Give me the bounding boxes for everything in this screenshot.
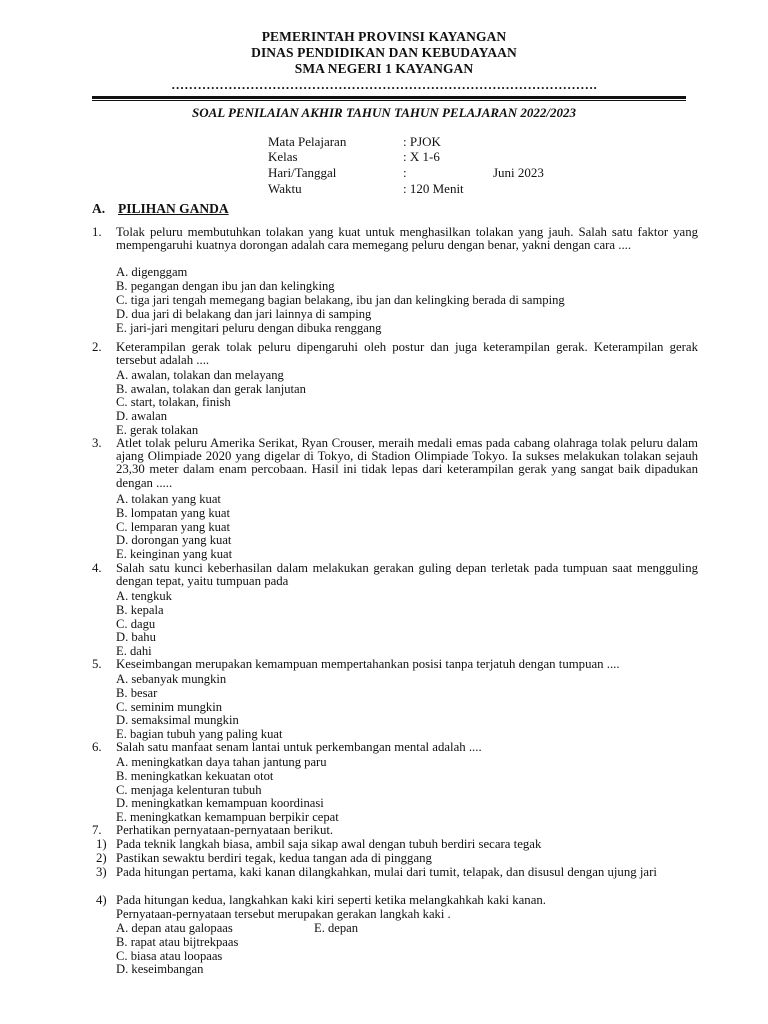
header-school: SMA NEGERI 1 KAYANGAN bbox=[294, 61, 474, 76]
option-a: A. meningkatkan daya tahan jantung paru bbox=[116, 755, 327, 769]
option-a: A. digenggam bbox=[116, 265, 188, 279]
statement-text: Pada hitungan kedua, langkahkan kaki kiri seperti ketika melangkahkah kaki kanan. bbox=[116, 893, 546, 907]
question-text: Perhatikan pernyataan-pernyataan berikut. bbox=[116, 823, 334, 837]
header-rule-thick bbox=[92, 96, 686, 99]
question-text: Salah satu manfaat senam lantai untuk perkembangan mental adalah .... bbox=[116, 740, 482, 754]
question-number: 1. bbox=[92, 225, 102, 239]
option-d: D. meningkatkan kemampuan koordinasi bbox=[116, 796, 324, 810]
info-value: : 120 Menit bbox=[403, 181, 464, 196]
section-title: PILIHAN GANDA bbox=[118, 201, 229, 216]
info-key: Kelas bbox=[268, 149, 298, 164]
question-text: Tolak peluru membutuhkan tolakan yang kuat untuk menghasilkan tolakan yang jauh. Salah satu faktor yang mempengaruhi kuatnya dorongan adalah cara memegang peluru dengan benar, yakni dengan cara .... bbox=[116, 225, 698, 253]
statement-text: Pada hitungan pertama, kaki kanan dilangkahkan, mulai dari tumit, telapak, dan disusul dengan ujung jari bbox=[116, 865, 657, 879]
header-province: PEMERINTAH PROVINSI KAYANGAN bbox=[261, 29, 507, 44]
option-c: C. start, tolakan, finish bbox=[116, 395, 231, 409]
question-text: Salah satu kunci keberhasilan dalam melakukan gerakan guling depan terletak pada tumpuan saat mengguling dengan tepat, yaitu tumpuan pada bbox=[116, 561, 698, 589]
question-text: Atlet tolak peluru Amerika Serikat, Ryan Crouser, meraih medali emas pada cabang olahraga tolak peluru dalam ajang Olimpiade 2020 yang digelar di Tokyo, di Stadion Olimpiade Tokyo. Ia sukses melakukan tolakan sejauh 23,30 meter dalam enam percobaan. Hasil ini tidak lepas dari keterampilan gerak yang sangat baik dipadukan dengan ..... bbox=[116, 436, 698, 490]
option-d: D. dua jari di belakang dan jari lainnya di samping bbox=[116, 307, 372, 321]
option-d: D. bahu bbox=[116, 630, 156, 644]
info-key: Waktu bbox=[268, 181, 302, 196]
option-b: B. rapat atau bijtrekpaas bbox=[116, 935, 239, 949]
statement-number: 3) bbox=[96, 865, 107, 879]
question-number: 7. bbox=[92, 823, 102, 837]
option-c: C. seminim mungkin bbox=[116, 700, 223, 714]
info-key: Mata Pelajaran bbox=[268, 134, 347, 149]
statement-number: 1) bbox=[96, 837, 107, 851]
option-c: C. biasa atau loopaas bbox=[116, 949, 223, 963]
option-e: E. gerak tolakan bbox=[116, 423, 199, 437]
info-value: : bbox=[403, 165, 407, 180]
option-b: B. besar bbox=[116, 686, 158, 700]
header-department: DINAS PENDIDIKAN DAN KEBUDAYAAN bbox=[251, 45, 517, 60]
option-d: D. dorongan yang kuat bbox=[116, 533, 232, 547]
question-number: 6. bbox=[92, 740, 102, 754]
info-key: Hari/Tanggal bbox=[268, 165, 337, 180]
option-c: C. lemparan yang kuat bbox=[116, 520, 231, 534]
statement-number: 4) bbox=[96, 893, 107, 907]
header-address-dots: ……………………………………………………………………………………. bbox=[171, 77, 597, 92]
option-d: D. keseimbangan bbox=[116, 962, 204, 976]
exam-title: SOAL PENILAIAN AKHIR TAHUN TAHUN PELAJARAN 2022/2023 bbox=[191, 105, 577, 120]
option-a: A. awalan, tolakan dan melayang bbox=[116, 368, 284, 382]
option-a: A. sebanyak mungkin bbox=[116, 672, 227, 686]
question-followup: Pernyataan-pernyataan tersebut merupakan gerakan langkah kaki . bbox=[116, 907, 451, 921]
option-c: C. dagu bbox=[116, 617, 156, 631]
option-d: D. awalan bbox=[116, 409, 168, 423]
option-e: E. keinginan yang kuat bbox=[116, 547, 233, 561]
info-date-value: Juni 2023 bbox=[493, 165, 544, 180]
option-b: B. lompatan yang kuat bbox=[116, 506, 231, 520]
info-value: : X 1-6 bbox=[403, 149, 440, 164]
option-b: B. pegangan dengan ibu jan dan kelingking bbox=[116, 279, 335, 293]
option-a: A. tolakan yang kuat bbox=[116, 492, 221, 506]
option-e: E. dahi bbox=[116, 644, 152, 658]
option-c: C. tiga jari tengah memegang bagian belakang, ibu jan dan kelingking berada di samping bbox=[116, 293, 565, 307]
section-letter: A. bbox=[92, 201, 106, 216]
question-text: Keseimbangan merupakan kemampuan mempertahankan posisi tanpa terjatuh dengan tumpuan .... bbox=[116, 657, 620, 671]
option-a: A. tengkuk bbox=[116, 589, 172, 603]
question-number: 4. bbox=[92, 561, 102, 575]
statement-number: 2) bbox=[96, 851, 107, 865]
option-a: A. depan atau galopaas bbox=[116, 921, 233, 935]
option-b: B. meningkatkan kekuatan otot bbox=[116, 769, 274, 783]
question-number: 5. bbox=[92, 657, 102, 671]
question-text: Keterampilan gerak tolak peluru dipengaruhi oleh postur dan juga keterampilan gerak. Keterampilan gerak tersebut adalah .... bbox=[116, 340, 698, 368]
option-e: E. depan bbox=[314, 921, 359, 935]
question-number: 3. bbox=[92, 436, 102, 450]
info-value: : PJOK bbox=[403, 134, 441, 149]
option-e: E. jari-jari mengitari peluru dengan dibuka renggang bbox=[116, 321, 382, 335]
option-e: E. bagian tubuh yang paling kuat bbox=[116, 727, 283, 741]
option-b: B. kepala bbox=[116, 603, 164, 617]
option-d: D. semaksimal mungkin bbox=[116, 713, 239, 727]
option-b: B. awalan, tolakan dan gerak lanjutan bbox=[116, 382, 306, 396]
statement-text: Pastikan sewaktu berdiri tegak, kedua tangan ada di pinggang bbox=[116, 851, 432, 865]
option-c: C. menjaga kelenturan tubuh bbox=[116, 783, 262, 797]
question-number: 2. bbox=[92, 340, 102, 354]
option-e: E. meningkatkan kemampuan berpikir cepat bbox=[116, 810, 339, 824]
header-rule-thin bbox=[92, 100, 686, 101]
statement-text: Pada teknik langkah biasa, ambil saja sikap awal dengan tubuh berdiri secara tegak bbox=[116, 837, 542, 851]
